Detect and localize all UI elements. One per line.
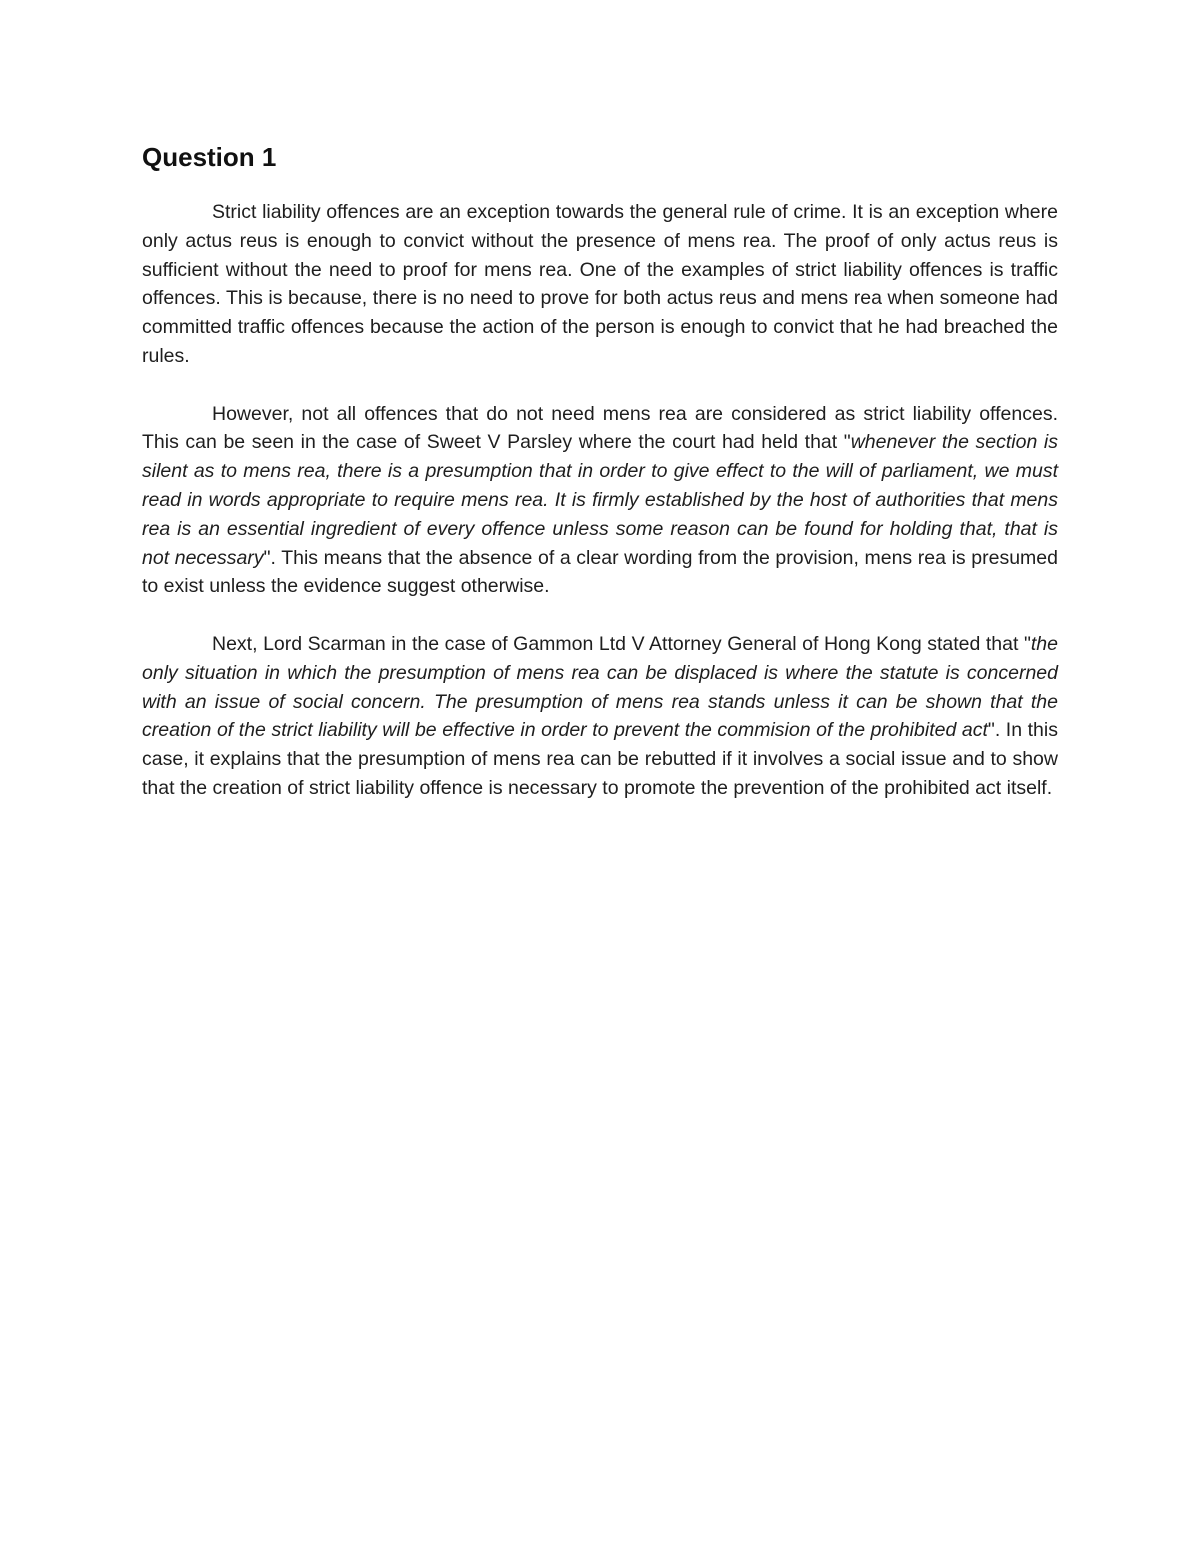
- paragraph-strict-liability-definition: [142, 198, 1058, 371]
- quoted-judgment: whenever the section is silent as to mens rea, there is a presumption that in order to give effect to the will of parliament, we must read in words appropriate to require mens rea. It is firmly established by the host of authorities that mens rea is an essential ingredient of every offence unless some reason can be found for holding that, that is not necessary: [142, 431, 1058, 569]
- paragraph-text: Next, Lord Scarman in the case of Gammon Ltd V Attorney General of Hong Kong stated that ": [212, 632, 1031, 655]
- quoted-judgment: the only situation in which the presumption of mens rea can be displaced is where the statute is concerned with an issue of social concern. The presumption of mens rea stands unless it can be shown that the creation of the strict liability will be effective in order to prevent the commision of the prohibited act: [142, 632, 1058, 742]
- paragraph-text: Strict liability offences are an exception towards the general rule of crime. It is an exception where only actus reus is enough to convict without the presence of mens rea. The proof of only actus reus is sufficient without the need to proof for mens rea. One of the examples of strict liability offences is traffic offences. This is because, there is no need to prove for both actus reus and mens rea when someone had committed traffic offences because the action of the person is enough to convict that he had breached the rules.: [142, 201, 1058, 367]
- question-heading: Question 1: [142, 142, 277, 172]
- paragraph-sweet-v-parsley: [142, 400, 1058, 602]
- paragraph-text: ". This means that the absence of a clear wording from the provision, mens rea is presumed to exist unless the evidence suggest otherwise.: [142, 546, 1058, 598]
- document-body: [142, 138, 1058, 832]
- paragraph-text: However, not all offences that do not need mens rea are considered as strict liability offences. This can be seen in the case of Sweet V Parsley where the court had held that ": [142, 402, 1058, 454]
- paragraph-gammon-ltd: [142, 630, 1058, 803]
- paragraph-text: ". In this case, it explains that the presumption of mens rea can be rebutted if it involves a social issue and to show that the creation of strict liability offence is necessary to promote the prevention of the prohibited act itself.: [142, 719, 1058, 799]
